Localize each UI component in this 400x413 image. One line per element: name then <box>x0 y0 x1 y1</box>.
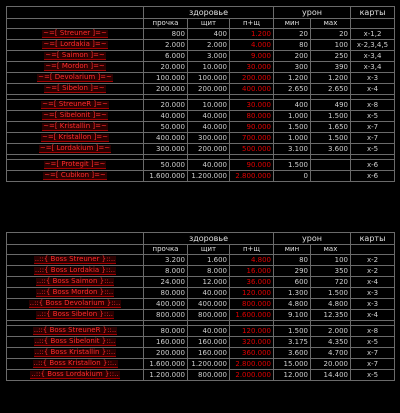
min-damage-value: 1.300 <box>274 288 311 299</box>
robe-shield-value: 1.200 <box>230 29 274 40</box>
shield-value: 3.000 <box>188 51 230 62</box>
min-damage-value: 20 <box>274 29 311 40</box>
maps-value: x-2,3,4,5 <box>351 40 395 51</box>
robe-value: 40.000 <box>144 111 188 122</box>
shield-value: 40.000 <box>188 160 230 171</box>
robe-shield-value: 30.000 <box>230 62 274 73</box>
max-damage-value <box>311 160 351 171</box>
monster-name-cell <box>7 337 144 348</box>
monster-name: ~=[ Protegit ]=~ <box>44 160 106 168</box>
table-row <box>7 255 395 266</box>
robe-value: 1.200.000 <box>144 370 188 381</box>
max-damage-value: 12.350 <box>311 310 351 321</box>
table-row <box>7 277 395 288</box>
robe-value: 8.000 <box>144 266 188 277</box>
monster-name: ~=[ Lordakium ]=~ <box>39 144 111 152</box>
robe-shield-value: 1.600.000 <box>230 310 274 321</box>
maps-value: x-7 <box>351 359 395 370</box>
shield-value: 300.000 <box>188 133 230 144</box>
shield-value: 40.000 <box>188 122 230 133</box>
min-damage-value: 200 <box>274 51 311 62</box>
monster-name: ..::{ Boss Lordakium }::.. <box>31 370 119 378</box>
robe-shield-value: 700.000 <box>230 133 274 144</box>
shield-header: щит <box>188 19 230 29</box>
min-damage-value: 15.000 <box>274 359 311 370</box>
monster-name: ~=[ Kristallon ]=~ <box>41 133 109 141</box>
shield-value: 8.000 <box>188 266 230 277</box>
robe-value: 200.000 <box>144 84 188 95</box>
robe-shield-value: 200.000 <box>230 73 274 84</box>
maps-value: x-8 <box>351 100 395 111</box>
monster-name-cell <box>7 100 144 111</box>
table-row <box>7 100 395 111</box>
monster-name-cell <box>7 62 144 73</box>
robe-shield-value: 320.000 <box>230 337 274 348</box>
corner-cell <box>7 233 144 245</box>
monster-name: ~=[ Saimon ]=~ <box>45 51 105 59</box>
monster-name-cell <box>7 370 144 381</box>
max-damage-value: 1.200 <box>311 73 351 84</box>
robe-value: 1.600.000 <box>144 359 188 370</box>
robe-shield-value: 36.000 <box>230 277 274 288</box>
robe-value: 400.000 <box>144 299 188 310</box>
min-damage-value: 600 <box>274 277 311 288</box>
monster-name-cell <box>7 40 144 51</box>
table-row <box>7 122 395 133</box>
max-damage-value: 20 <box>311 29 351 40</box>
robe-value: 20.000 <box>144 62 188 73</box>
health-header: здоровье <box>144 7 274 19</box>
robe-shield-header: п+щ <box>230 245 274 255</box>
monster-name: ..::{ Boss Streuner }::.. <box>34 255 116 263</box>
shield-value: 400.000 <box>188 299 230 310</box>
min-damage-value: 1.500 <box>274 122 311 133</box>
robe-shield-value: 400.000 <box>230 84 274 95</box>
max-damage-value: 250 <box>311 51 351 62</box>
robe-shield-value: 80.000 <box>230 111 274 122</box>
monster-name: ~=[ Cubikon ]=~ <box>44 171 106 179</box>
min-damage-value: 80 <box>274 255 311 266</box>
monster-name-cell <box>7 171 144 182</box>
damage-header: урон <box>274 233 351 245</box>
max-damage-value: 350 <box>311 266 351 277</box>
monster-name-cell <box>7 133 144 144</box>
shield-value: 1.600 <box>188 255 230 266</box>
shield-value: 400 <box>188 29 230 40</box>
table-row <box>7 370 395 381</box>
monster-name: ..::{ Boss Saimon }::.. <box>36 277 114 285</box>
robe-shield-value: 120.000 <box>230 326 274 337</box>
min-damage-value: 3.100 <box>274 144 311 155</box>
robe-shield-value: 2.800.000 <box>230 171 274 182</box>
robe-value: 200.000 <box>144 348 188 359</box>
min-damage-value: 1.000 <box>274 133 311 144</box>
monster-name-cell <box>7 299 144 310</box>
monster-name: ~=[ Lordakia ]=~ <box>43 40 107 48</box>
max-damage-value: 4.700 <box>311 348 351 359</box>
monster-name-cell <box>7 359 144 370</box>
min-damage-value: 1.200 <box>274 73 311 84</box>
robe-shield-value: 9.000 <box>230 51 274 62</box>
monster-name: ~=[ Kristallin ]=~ <box>43 122 107 130</box>
shield-value: 160.000 <box>188 337 230 348</box>
robe-value: 1.600.000 <box>144 171 188 182</box>
robe-value: 80.000 <box>144 288 188 299</box>
max-damage-value: 20.000 <box>311 359 351 370</box>
max-damage-header: мах <box>311 19 351 29</box>
maps-subheader <box>351 245 395 255</box>
table-row <box>7 171 395 182</box>
monster-name-cell <box>7 84 144 95</box>
max-damage-value: 2.650 <box>311 84 351 95</box>
robe-shield-value: 120.000 <box>230 288 274 299</box>
monster-name: ~=[ Streuner ]=~ <box>43 29 107 37</box>
max-damage-value: 1.650 <box>311 122 351 133</box>
corner-cell <box>7 7 144 19</box>
robe-shield-value: 90.000 <box>230 160 274 171</box>
max-damage-value: 490 <box>311 100 351 111</box>
table-row <box>7 29 395 40</box>
monster-name: ..::{ Boss Sibelon }::.. <box>36 310 114 318</box>
monster-name-cell <box>7 73 144 84</box>
maps-value: x-6 <box>351 160 395 171</box>
max-damage-value: 720 <box>311 277 351 288</box>
monster-name: ~=[ Sibelonit ]=~ <box>43 111 107 119</box>
shield-value: 800.000 <box>188 310 230 321</box>
robe-header: прочка <box>144 19 188 29</box>
robe-shield-header: п+щ <box>230 19 274 29</box>
shield-value: 200.000 <box>188 84 230 95</box>
min-damage-value: 0 <box>274 171 311 182</box>
table-row <box>7 62 395 73</box>
min-damage-value: 4.800 <box>274 299 311 310</box>
name-subheader <box>7 245 144 255</box>
robe-header: прочка <box>144 245 188 255</box>
monster-name: ..::{ Boss Lordakia }::.. <box>34 266 116 274</box>
robe-shield-value: 4.000 <box>230 40 274 51</box>
monster-name: ..::{ Boss Sibelonit }::.. <box>34 337 116 345</box>
robe-value: 24.000 <box>144 277 188 288</box>
min-damage-value: 400 <box>274 100 311 111</box>
table-row <box>7 266 395 277</box>
table-row <box>7 84 395 95</box>
min-damage-value: 1.500 <box>274 160 311 171</box>
max-damage-value: 100 <box>311 255 351 266</box>
max-damage-value: 100 <box>311 40 351 51</box>
min-damage-header: мин <box>274 245 311 255</box>
robe-value: 160.000 <box>144 337 188 348</box>
monster-name-cell <box>7 51 144 62</box>
monster-name: ..::{ Boss Mordon }::.. <box>36 288 114 296</box>
table-row <box>7 359 395 370</box>
max-damage-value: 4.800 <box>311 299 351 310</box>
max-damage-value: 1.500 <box>311 133 351 144</box>
max-damage-value: 1.500 <box>311 288 351 299</box>
robe-value: 50.000 <box>144 122 188 133</box>
maps-value: x-8 <box>351 326 395 337</box>
max-damage-value: 4.350 <box>311 337 351 348</box>
shield-value: 100.000 <box>188 73 230 84</box>
name-subheader <box>7 19 144 29</box>
max-damage-value: 1.500 <box>311 111 351 122</box>
maps-value: x-7 <box>351 133 395 144</box>
table-row <box>7 51 395 62</box>
robe-value: 50.000 <box>144 160 188 171</box>
max-damage-value: 3.600 <box>311 144 351 155</box>
monster-name: ..::{ Boss Devolarium }::.. <box>29 299 121 307</box>
shield-value: 12.000 <box>188 277 230 288</box>
max-damage-value: 390 <box>311 62 351 73</box>
shield-value: 800.000 <box>188 370 230 381</box>
monster-name-cell <box>7 310 144 321</box>
shield-value: 1.200.000 <box>188 171 230 182</box>
health-header: здоровье <box>144 233 274 245</box>
maps-value: x-2 <box>351 255 395 266</box>
monster-name: ..::{ Boss Kristallon }::.. <box>33 359 117 367</box>
shield-value: 200.000 <box>188 144 230 155</box>
table-row <box>7 288 395 299</box>
maps-value: x-4 <box>351 277 395 288</box>
robe-shield-value: 30.000 <box>230 100 274 111</box>
monster-name: ~=[ Mordon ]=~ <box>45 62 105 70</box>
table-row <box>7 310 395 321</box>
monster-name-cell <box>7 288 144 299</box>
monster-name-cell <box>7 266 144 277</box>
min-damage-value: 1.000 <box>274 111 311 122</box>
robe-shield-value: 16.000 <box>230 266 274 277</box>
robe-value: 800 <box>144 29 188 40</box>
robe-shield-value: 360.000 <box>230 348 274 359</box>
monster-name: ~=[ StreuneR ]=~ <box>42 100 108 108</box>
monster-name-cell <box>7 160 144 171</box>
robe-shield-value: 4.800 <box>230 255 274 266</box>
max-damage-value: 2.000 <box>311 326 351 337</box>
robe-shield-value: 2.800.000 <box>230 359 274 370</box>
robe-shield-value: 800.000 <box>230 299 274 310</box>
monster-name: ..::{ Boss Kristallin }::.. <box>34 348 116 356</box>
monster-name-cell <box>7 111 144 122</box>
monster-name: ..::{ Boss StreuneR }::.. <box>33 326 117 334</box>
table-row <box>7 111 395 122</box>
maps-value: x-3 <box>351 299 395 310</box>
shield-value: 40.000 <box>188 111 230 122</box>
robe-value: 400.000 <box>144 133 188 144</box>
monster-name: ~=[ Sibelon ]=~ <box>45 84 105 92</box>
monster-name-cell <box>7 144 144 155</box>
table-row <box>7 133 395 144</box>
maps-subheader <box>351 19 395 29</box>
maps-value: x-5 <box>351 337 395 348</box>
robe-shield-value: 2.000.000 <box>230 370 274 381</box>
min-damage-value: 1.500 <box>274 326 311 337</box>
maps-value: x-3 <box>351 73 395 84</box>
maps-value: x-3,4 <box>351 51 395 62</box>
monster-name: ~=[ Devolarium ]=~ <box>38 73 112 81</box>
maps-value: x-1,2 <box>351 29 395 40</box>
min-damage-value: 9.100 <box>274 310 311 321</box>
monsters-table <box>6 6 395 182</box>
shield-value: 40.000 <box>188 288 230 299</box>
maps-value: x-5 <box>351 144 395 155</box>
table-row <box>7 326 395 337</box>
maps-value: x-7 <box>351 348 395 359</box>
robe-value: 800.000 <box>144 310 188 321</box>
shield-value: 2.000 <box>188 40 230 51</box>
robe-value: 20.000 <box>144 100 188 111</box>
robe-value: 6.000 <box>144 51 188 62</box>
monster-name-cell <box>7 277 144 288</box>
robe-value: 80.000 <box>144 326 188 337</box>
table-row <box>7 348 395 359</box>
maps-value: x-6 <box>351 171 395 182</box>
monster-name-cell <box>7 255 144 266</box>
maps-value: x-4 <box>351 310 395 321</box>
monster-name-cell <box>7 29 144 40</box>
maps-value: x-3 <box>351 288 395 299</box>
maps-value: x-3,4 <box>351 62 395 73</box>
maps-value: x-5 <box>351 370 395 381</box>
table-row <box>7 144 395 155</box>
robe-shield-value: 90.000 <box>230 122 274 133</box>
maps-value: x-4 <box>351 84 395 95</box>
maps-value: x-2 <box>351 266 395 277</box>
table-row <box>7 160 395 171</box>
maps-value: x-7 <box>351 122 395 133</box>
robe-value: 300.000 <box>144 144 188 155</box>
shield-value: 10.000 <box>188 62 230 73</box>
table-row <box>7 40 395 51</box>
min-damage-value: 290 <box>274 266 311 277</box>
robe-value: 2.000 <box>144 40 188 51</box>
robe-shield-value: 500.000 <box>230 144 274 155</box>
maps-header: карты <box>351 233 395 245</box>
shield-value: 160.000 <box>188 348 230 359</box>
maps-value: x-5 <box>351 111 395 122</box>
max-damage-value: 14.400 <box>311 370 351 381</box>
shield-value: 10.000 <box>188 100 230 111</box>
monster-name-cell <box>7 122 144 133</box>
monster-name-cell <box>7 348 144 359</box>
min-damage-header: мин <box>274 19 311 29</box>
max-damage-header: мах <box>311 245 351 255</box>
min-damage-value: 3.600 <box>274 348 311 359</box>
max-damage-value <box>311 171 351 182</box>
min-damage-value: 2.650 <box>274 84 311 95</box>
monster-name-cell <box>7 326 144 337</box>
min-damage-value: 12.000 <box>274 370 311 381</box>
table-row <box>7 337 395 348</box>
table-row <box>7 299 395 310</box>
min-damage-value: 3.175 <box>274 337 311 348</box>
bosses-table <box>6 232 395 381</box>
min-damage-value: 80 <box>274 40 311 51</box>
min-damage-value: 300 <box>274 62 311 73</box>
shield-value: 40.000 <box>188 326 230 337</box>
shield-value: 1.200.000 <box>188 359 230 370</box>
shield-header: щит <box>188 245 230 255</box>
table-row <box>7 73 395 84</box>
robe-value: 100.000 <box>144 73 188 84</box>
robe-value: 3.200 <box>144 255 188 266</box>
maps-header: карты <box>351 7 395 19</box>
damage-header: урон <box>274 7 351 19</box>
